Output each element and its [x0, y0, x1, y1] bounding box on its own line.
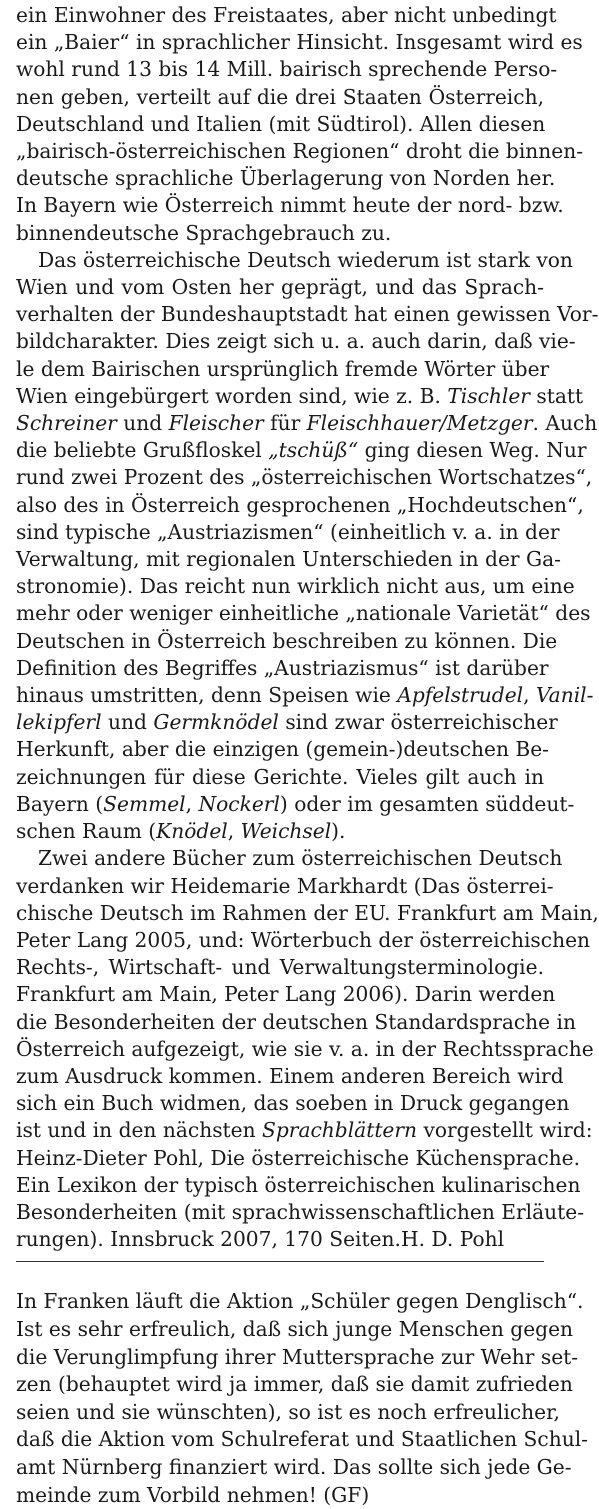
text-run: Bayern ( [16, 792, 103, 816]
italic-term: Semmel [103, 792, 185, 816]
italic-term: Weichsel [241, 819, 332, 843]
text-line: In Franken läuft die Aktion „Schüler gegen Denglisch“. [16, 1288, 544, 1316]
italic-term: lekipferl [16, 710, 102, 734]
text-line: le dem Bairischen ursprünglich fremde Wörter über [16, 356, 544, 383]
text-line: „bairisch-österreichischen Regionen“ droht die binnen- [16, 138, 544, 165]
italic-term: Fleischer [169, 411, 264, 435]
italic-term: Apfelstrudel [397, 683, 523, 707]
text-line: stronomie). Das reicht nun wirklich nicht aus, um eine [16, 573, 544, 600]
text-line: Österreich aufgezeigt, wie sie v. a. in der Rechtssprache [16, 1036, 544, 1063]
section-divider [16, 1261, 544, 1262]
notice-paragraph [16, 1288, 544, 1509]
text-line [16, 383, 544, 410]
text-line: Heinz-Dieter Pohl, Die österreichische Küchensprache. [16, 1145, 544, 1172]
text-line: Peter Lang 2005, und: Wörterbuch der österreichischen [16, 927, 544, 954]
text-run: für [264, 411, 307, 435]
text-line: Ein Lexikon der typisch österreichischen kulinarischen [16, 1172, 544, 1199]
text-line [16, 709, 544, 736]
text-line: ein Einwohner des Freistaates, aber nicht unbedingt [16, 2, 544, 29]
text-line: In Bayern wie Österreich nimmt heute der nord- bzw. [16, 192, 544, 219]
italic-term: „tschüß“ [268, 438, 358, 462]
text-line: binnendeutsche Sprachgebrauch zu. [16, 220, 544, 247]
signature-line [16, 1226, 544, 1253]
text-line: zum Ausdruck kommen. Einem anderen Bereich wird [16, 1063, 544, 1090]
text-line: also des in Österreich gesprochenen „Hochdeutschen“, [16, 492, 544, 519]
italic-term: Schreiner [16, 411, 117, 435]
text-line: verhalten der Bundeshauptstadt hat einen gewissen Vor- [16, 301, 544, 328]
text-line: Deutschen in Österreich beschreiben zu können. Die [16, 628, 544, 655]
text-line: deutsche sprachliche Überlagerung von Norden her. [16, 165, 544, 192]
text-line: ein „Baier“ in sprachlicher Hinsicht. Insgesamt wird es [16, 29, 544, 56]
text-line: Das österreichische Deutsch wiederum ist stark von [16, 247, 544, 274]
text-line: Definition des Begriffes „Austriazismus“ ist darüber [16, 655, 544, 682]
text-line: meinde zum Vorbild nehmen! (GF) [16, 1482, 544, 1509]
text-run: , [186, 792, 199, 816]
text-run: und [102, 710, 154, 734]
text-run: rungen). Innsbruck 2007, 170 Seiten. [16, 1227, 401, 1251]
italic-term: Vanil- [536, 683, 594, 707]
text-run: statt [530, 384, 583, 408]
text-line: zen (behauptet wird ja immer, daß sie damit zufrieden [16, 1371, 544, 1399]
text-line: wohl rund 13 bis 14 Mill. bairisch sprechende Perso- [16, 56, 544, 83]
italic-term: Tischler [447, 384, 530, 408]
text-line: nen geben, verteilt auf die drei Staaten Österreich, [16, 84, 544, 111]
text-line: Frankfurt am Main, Peter Lang 2006). Darin werden [16, 981, 544, 1008]
text-line: Herkunft, aber die einzigen (gemein-)deutschen Be- [16, 736, 544, 763]
paragraph-3 [16, 845, 544, 1253]
italic-term: Nockerl [198, 792, 279, 816]
italic-term: Fleischhauer/Metzger [307, 411, 533, 435]
article [16, 2, 544, 1253]
text-line [16, 1117, 544, 1144]
text-run: die beliebte Grußfloskel [16, 438, 268, 462]
text-line [16, 791, 544, 818]
text-line: die Besonderheiten der deutschen Standardsprache in [16, 1009, 544, 1036]
text-line: die Verunglimpfung ihrer Muttersprache zur Wehr set- [16, 1344, 544, 1372]
text-run: ist und in den nächsten [16, 1118, 262, 1142]
paragraph-1 [16, 2, 544, 247]
text-line: bildcharakter. Dies zeigt sich u. a. auch darin, daß vie- [16, 328, 544, 355]
text-line: amt Nürnberg finanziert wird. Das sollte sich jede Ge- [16, 1454, 544, 1482]
text-line [16, 437, 544, 464]
author-signature: H. D. Pohl [401, 1227, 510, 1251]
text-line: sich ein Buch widmen, das soeben in Druck gegangen [16, 1090, 544, 1117]
italic-term: Sprachblättern [262, 1118, 417, 1142]
text-line: Deutschland und Italien (mit Südtirol). Allen diesen [16, 111, 544, 138]
text-line [16, 410, 544, 437]
text-run: ). [331, 819, 345, 843]
text-run: ) oder im gesamten süddeut- [280, 792, 574, 816]
text-line: Rechts-, Wirtschaft- und Verwaltungsterminologie. [16, 954, 544, 981]
italic-term: Knödel [156, 819, 228, 843]
text-run: vorgestellt wird: [417, 1118, 592, 1142]
text-line: Verwaltung, mit regionalen Unterschieden in der Ga- [16, 546, 544, 573]
text-run: und [117, 411, 169, 435]
notice-section [16, 1288, 544, 1509]
text-run: Wien eingebürgert worden sind, wie z. B. [16, 384, 447, 408]
text-line: mehr oder weniger einheitliche „nationale Varietät“ des [16, 600, 544, 627]
text-line: Zwei andere Bücher zum österreichischen Deutsch [16, 845, 544, 872]
text-line: verdanken wir Heidemarie Markhardt (Das österrei- [16, 873, 544, 900]
text-line: zeichnungen für diese Gerichte. Vieles gilt auch in [16, 764, 544, 791]
text-run: schen Raum ( [16, 819, 156, 843]
text-line: sind typische „Austriazismen“ (einheitlich v. a. in der [16, 519, 544, 546]
text-line: Wien und vom Osten her geprägt, und das Sprach- [16, 274, 544, 301]
text-line: Ist es sehr erfreulich, daß sich junge Menschen gegen [16, 1316, 544, 1344]
text-run: hinaus umstritten, denn Speisen wie [16, 683, 397, 707]
text-run: , [523, 683, 536, 707]
paragraph-2 [16, 247, 544, 845]
text-line: rund zwei Prozent des „österreichischen Wortschatzes“, [16, 464, 544, 491]
text-run: . Auch [533, 411, 598, 435]
text-line [16, 682, 544, 709]
text-run: ging diesen Weg. Nur [358, 438, 586, 462]
text-line [16, 818, 544, 845]
text-line: chische Deutsch im Rahmen der EU. Frankfurt am Main, [16, 900, 544, 927]
text-line: daß die Aktion vom Schulreferat und Staatlichen Schul- [16, 1426, 544, 1454]
text-run: , [228, 819, 241, 843]
text-line: Besonderheiten (mit sprachwissenschaftlichen Erläute- [16, 1199, 544, 1226]
text-line: seien und sie wünschten), so ist es noch erfreulicher, [16, 1399, 544, 1427]
italic-term: Germknödel [153, 710, 279, 734]
page [16, 0, 544, 1509]
text-run: sind zwar österreichischer [279, 710, 558, 734]
